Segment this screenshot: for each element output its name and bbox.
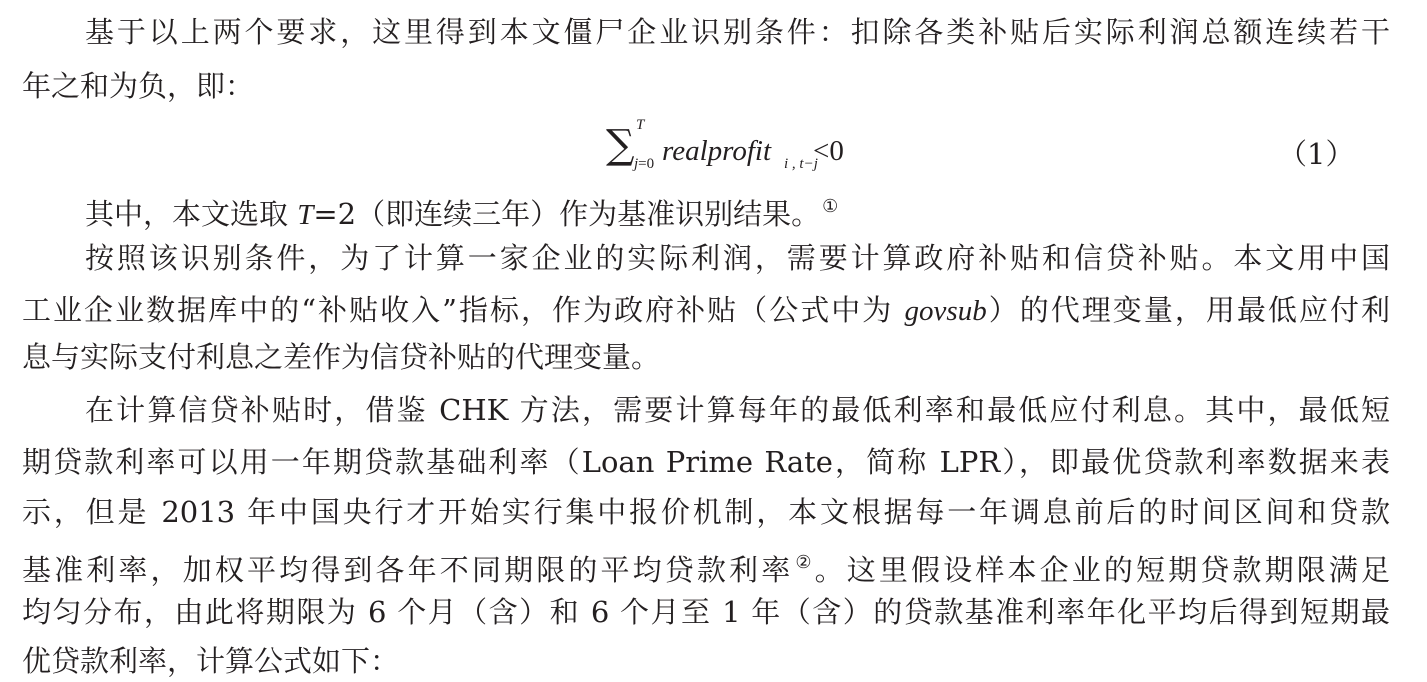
paragraph-3-line-3: 息与实际支付利息之差作为信贷补贴的代理变量。 [22,340,661,374]
summation-start: =0 [638,156,655,172]
paragraph-3-line-1: 按照该识别条件，为了计算一家企业的实际利润，需要计算政府补贴和信贷补贴。本文用中国 [85,241,1390,275]
summation-lower-limit [634,156,654,173]
paragraph-1-line-2: 年之和为负，即： [22,69,255,103]
inequality: <0 [813,135,844,167]
variable-T: T [297,199,314,231]
variable-govsub: govsub [904,295,987,327]
equation-number: （1） [1278,137,1355,171]
paragraph-3-text-b: ）的代理变量，用最低应付利 [986,293,1390,327]
footnote-marker-1[interactable]: ① [822,196,839,216]
function-subscript: i , t−j [784,156,818,172]
summation-upper-limit: T [636,117,645,133]
equation-1 [606,117,876,180]
paragraph-4-line-3: 示，但是 2013 年中国央行才开始实行集中报价机制，本文根据每一年调息前后的时间区间和贷款 [22,495,1390,529]
paragraph-2-text-a: 其中，本文选取 [85,197,298,231]
paragraph-3-text-a: 工业企业数据库中的“补贴收入”指标，作为政府补贴（公式中为 [22,293,905,327]
paragraph-4-line-6: 优贷款利率，计算公式如下： [22,644,400,678]
summation-index: j [634,156,639,172]
paragraph-4-text-a: 基准利率，加权平均得到各年不同期限的平均贷款利率 [22,553,794,587]
paragraph-4-line-5: 均匀分布，由此将期限为 6 个月（含）和 6 个月至 1 年（含）的贷款基准利率年化平均后得到短期最 [22,595,1390,629]
paragraph-3-line-2 [22,290,1390,331]
paragraph-2 [85,186,1390,235]
summation-sign: ∑ [606,122,635,168]
function-name: realprofit [662,135,772,167]
paragraph-4-line-4 [22,542,1390,590]
paragraph-4-text-b: 。这里假设样本企业的短期贷款期限满足 [814,553,1390,587]
paragraph-4-line-1: 在计算信贷补贴时，借鉴 CHK 方法，需要计算每年的最低利率和最低应付利息。其中，最低短 [85,393,1390,427]
paragraph-4-line-2: 期贷款利率可以用一年期贷款基础利率（Loan Prime Rate，简称 LPR），即最优贷款利率数据来表 [22,445,1390,479]
paragraph-2-text-b: =2（即连续三年）作为基准识别结果。 [313,197,821,231]
paragraph-1-line-1: 基于以上两个要求，这里得到本文僵尸企业识别条件：扣除各类补贴后实际利润总额连续若干 [85,15,1390,49]
footnote-marker-2[interactable]: ② [795,552,815,572]
